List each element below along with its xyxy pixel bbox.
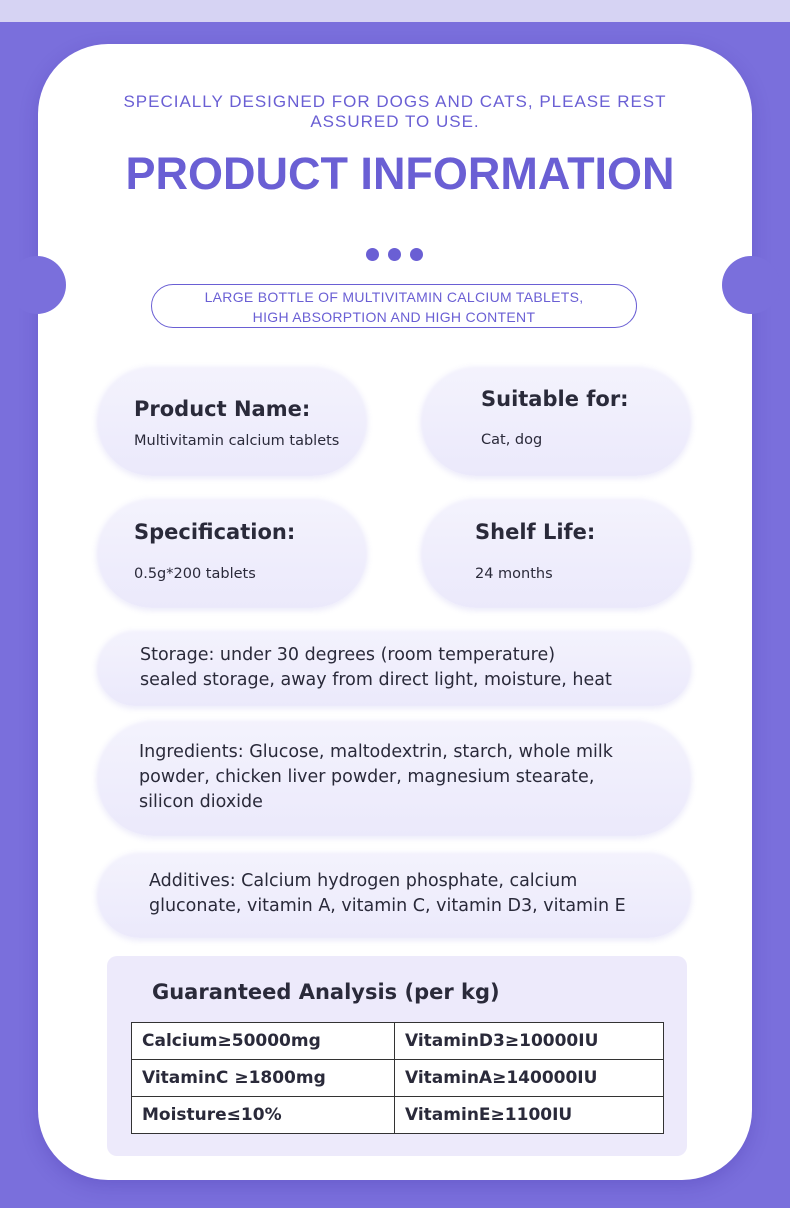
additives-line-2: gluconate, vitamin A, vitamin C, vitamin D3, vitamin E [149,896,626,916]
table-cell: VitaminC ≥1800mg [132,1060,395,1097]
table-cell: VitaminA≥140000IU [395,1060,664,1097]
storage-text [140,643,612,693]
banner-line-2: HIGH ABSORPTION AND HIGH CONTENT [252,309,536,325]
table-row [132,1060,664,1097]
specification-card [96,496,368,608]
dot-icon [388,248,401,261]
table-cell: Calcium≥50000mg [132,1023,395,1060]
subtitle-line-1: SPECIALLY DESIGNED FOR DOGS AND CATS, PLEASE REST [123,92,667,111]
table-cell: VitaminD3≥10000IU [395,1023,664,1060]
left-notch [8,256,66,314]
suitable-for-label: Suitable for: [481,387,629,411]
top-strip [0,0,790,22]
storage-line-1: Storage: under 30 degrees (room temperature) [140,645,556,665]
ingredients-card [96,718,692,836]
shelf-life-value: 24 months [475,566,553,582]
product-name-value: Multivitamin calcium tablets [134,433,340,449]
shelf-life-label: Shelf Life: [475,520,596,544]
suitable-for-value: Cat, dog [481,432,543,448]
table-row [132,1097,664,1134]
subtitle [60,92,730,132]
product-name-label: Product Name: [134,397,311,421]
right-notch [722,256,780,314]
additives-text [149,869,626,919]
storage-line-2: sealed storage, away from direct light, moisture, heat [140,670,612,690]
feature-banner [151,284,637,328]
dots-divider [366,248,423,261]
page-title: PRODUCT INFORMATION [125,148,675,199]
subtitle-line-2: ASSURED TO USE. [310,112,480,131]
table-row [132,1023,664,1060]
table-cell: Moisture≤10% [132,1097,395,1134]
analysis-table [131,1022,664,1134]
additives-line-1: Additives: Calcium hydrogen phosphate, calcium [149,871,578,891]
product-name-card [96,364,368,476]
additives-card [96,850,692,938]
ingredients-text [139,740,613,815]
ingredients-line-2: powder, chicken liver powder, magnesium stearate, [139,767,595,787]
storage-card [96,628,692,706]
suitable-for-card [420,364,692,476]
dot-icon [366,248,379,261]
dot-icon [410,248,423,261]
ingredients-line-3: silicon dioxide [139,792,263,812]
ingredients-line-1: Ingredients: Glucose, maltodextrin, starch, whole milk [139,742,613,762]
banner-line-1: LARGE BOTTLE OF MULTIVITAMIN CALCIUM TABLETS, [204,289,584,305]
table-cell: VitaminE≥1100IU [395,1097,664,1134]
analysis-title: Guaranteed Analysis (per kg) [152,980,500,1004]
specification-value: 0.5g*200 tablets [134,566,256,582]
specification-label: Specification: [134,520,296,544]
shelf-life-card [420,496,692,608]
